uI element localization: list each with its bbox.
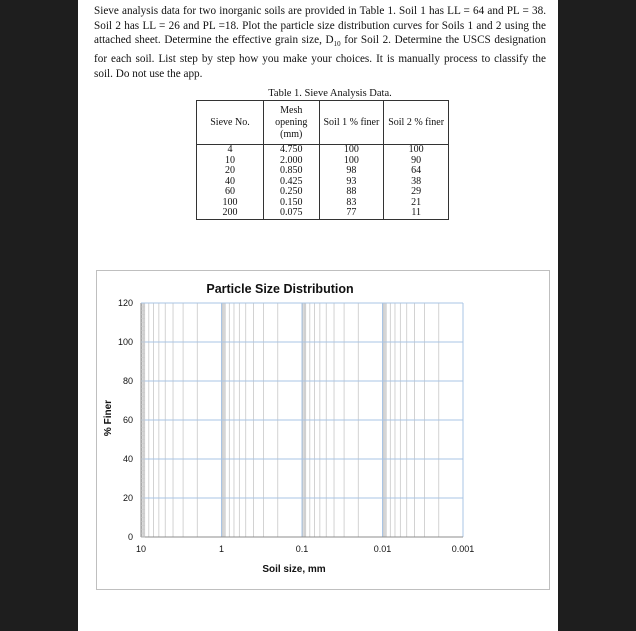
- particle-size-chart: [97, 271, 549, 589]
- cell-soil1: 93: [319, 177, 384, 188]
- cell-soil1: 100: [319, 145, 384, 156]
- table-row: [197, 208, 449, 219]
- problem-statement: [94, 4, 546, 81]
- cell-soil1: 88: [319, 187, 384, 198]
- cell-soil1: 77: [319, 208, 384, 219]
- cell-soil1: 100: [319, 156, 384, 167]
- problem-text-part-1: Sieve analysis data for two inorganic soils are provided in Table 1. Soil 1 has LL = 64 and PL = 38. Soil 2 has LL = 26 and PL =18. Plot the particle size distribution curves for Soils 1 and 2 using the attached sheet. Determine the effective grain size, D: [94, 5, 546, 47]
- cell-opening: 0.250: [263, 187, 319, 198]
- cell-sieve: 10: [197, 156, 264, 167]
- problem-text-part-2: for Soil 2. Determine the USCS designation for each soil. List step by step how you make your choices. It is manually process to classify the soil. Do not use the app.: [94, 34, 546, 80]
- y-axis-label: % Finer: [103, 399, 114, 437]
- cell-soil2: 38: [384, 177, 449, 188]
- header-sieve-no: Sieve No.: [197, 101, 264, 145]
- chart-title: Particle Size Distribution: [206, 282, 354, 296]
- header-mesh-opening: Mesh opening (mm): [263, 101, 319, 145]
- cell-sieve: 200: [197, 208, 264, 219]
- y-tick-label: 40: [122, 454, 133, 464]
- cell-soil2: 90: [384, 156, 449, 167]
- table-row: [197, 145, 449, 156]
- cell-opening: 4.750: [263, 145, 319, 156]
- x-tick-label: 0.001: [451, 544, 475, 554]
- subscript-10: 10: [333, 40, 341, 49]
- cell-soil2: 64: [384, 166, 449, 177]
- table-row: [197, 166, 449, 177]
- cell-soil2: 11: [384, 208, 449, 219]
- x-axis-label: Soil size, mm: [262, 564, 326, 575]
- cell-opening: 0.150: [263, 198, 319, 209]
- cell-sieve: 100: [197, 198, 264, 209]
- cell-opening: 0.425: [263, 177, 319, 188]
- header-soil1: Soil 1 % finer: [319, 101, 384, 145]
- cell-soil2: 100: [384, 145, 449, 156]
- cell-sieve: 60: [197, 187, 264, 198]
- table-row: [197, 187, 449, 198]
- chart-frame: [96, 270, 550, 590]
- cell-sieve: 4: [197, 145, 264, 156]
- document-page: [78, 0, 558, 631]
- sieve-analysis-table: [196, 100, 449, 220]
- x-tick-label: 0.1: [295, 544, 309, 554]
- table-header-row: [197, 101, 449, 145]
- y-tick-label: 0: [127, 532, 133, 542]
- y-tick-label: 80: [122, 376, 133, 386]
- cell-opening: 0.850: [263, 166, 319, 177]
- cell-soil2: 21: [384, 198, 449, 209]
- x-tick-label: 0.01: [373, 544, 392, 554]
- y-tick-label: 20: [122, 493, 133, 503]
- cell-soil1: 83: [319, 198, 384, 209]
- y-tick-label: 120: [117, 298, 133, 308]
- cell-soil2: 29: [384, 187, 449, 198]
- cell-sieve: 20: [197, 166, 264, 177]
- x-tick-label: 1: [218, 544, 225, 554]
- cell-opening: 2.000: [263, 156, 319, 167]
- table-caption: Table 1. Sieve Analysis Data.: [268, 88, 392, 99]
- x-tick-label: 10: [135, 544, 147, 554]
- cell-opening: 0.075: [263, 208, 319, 219]
- y-tick-label: 60: [122, 415, 133, 425]
- cell-soil1: 98: [319, 166, 384, 177]
- cell-sieve: 40: [197, 177, 264, 188]
- y-tick-label: 100: [117, 337, 133, 347]
- header-soil2: Soil 2 % finer: [384, 101, 449, 145]
